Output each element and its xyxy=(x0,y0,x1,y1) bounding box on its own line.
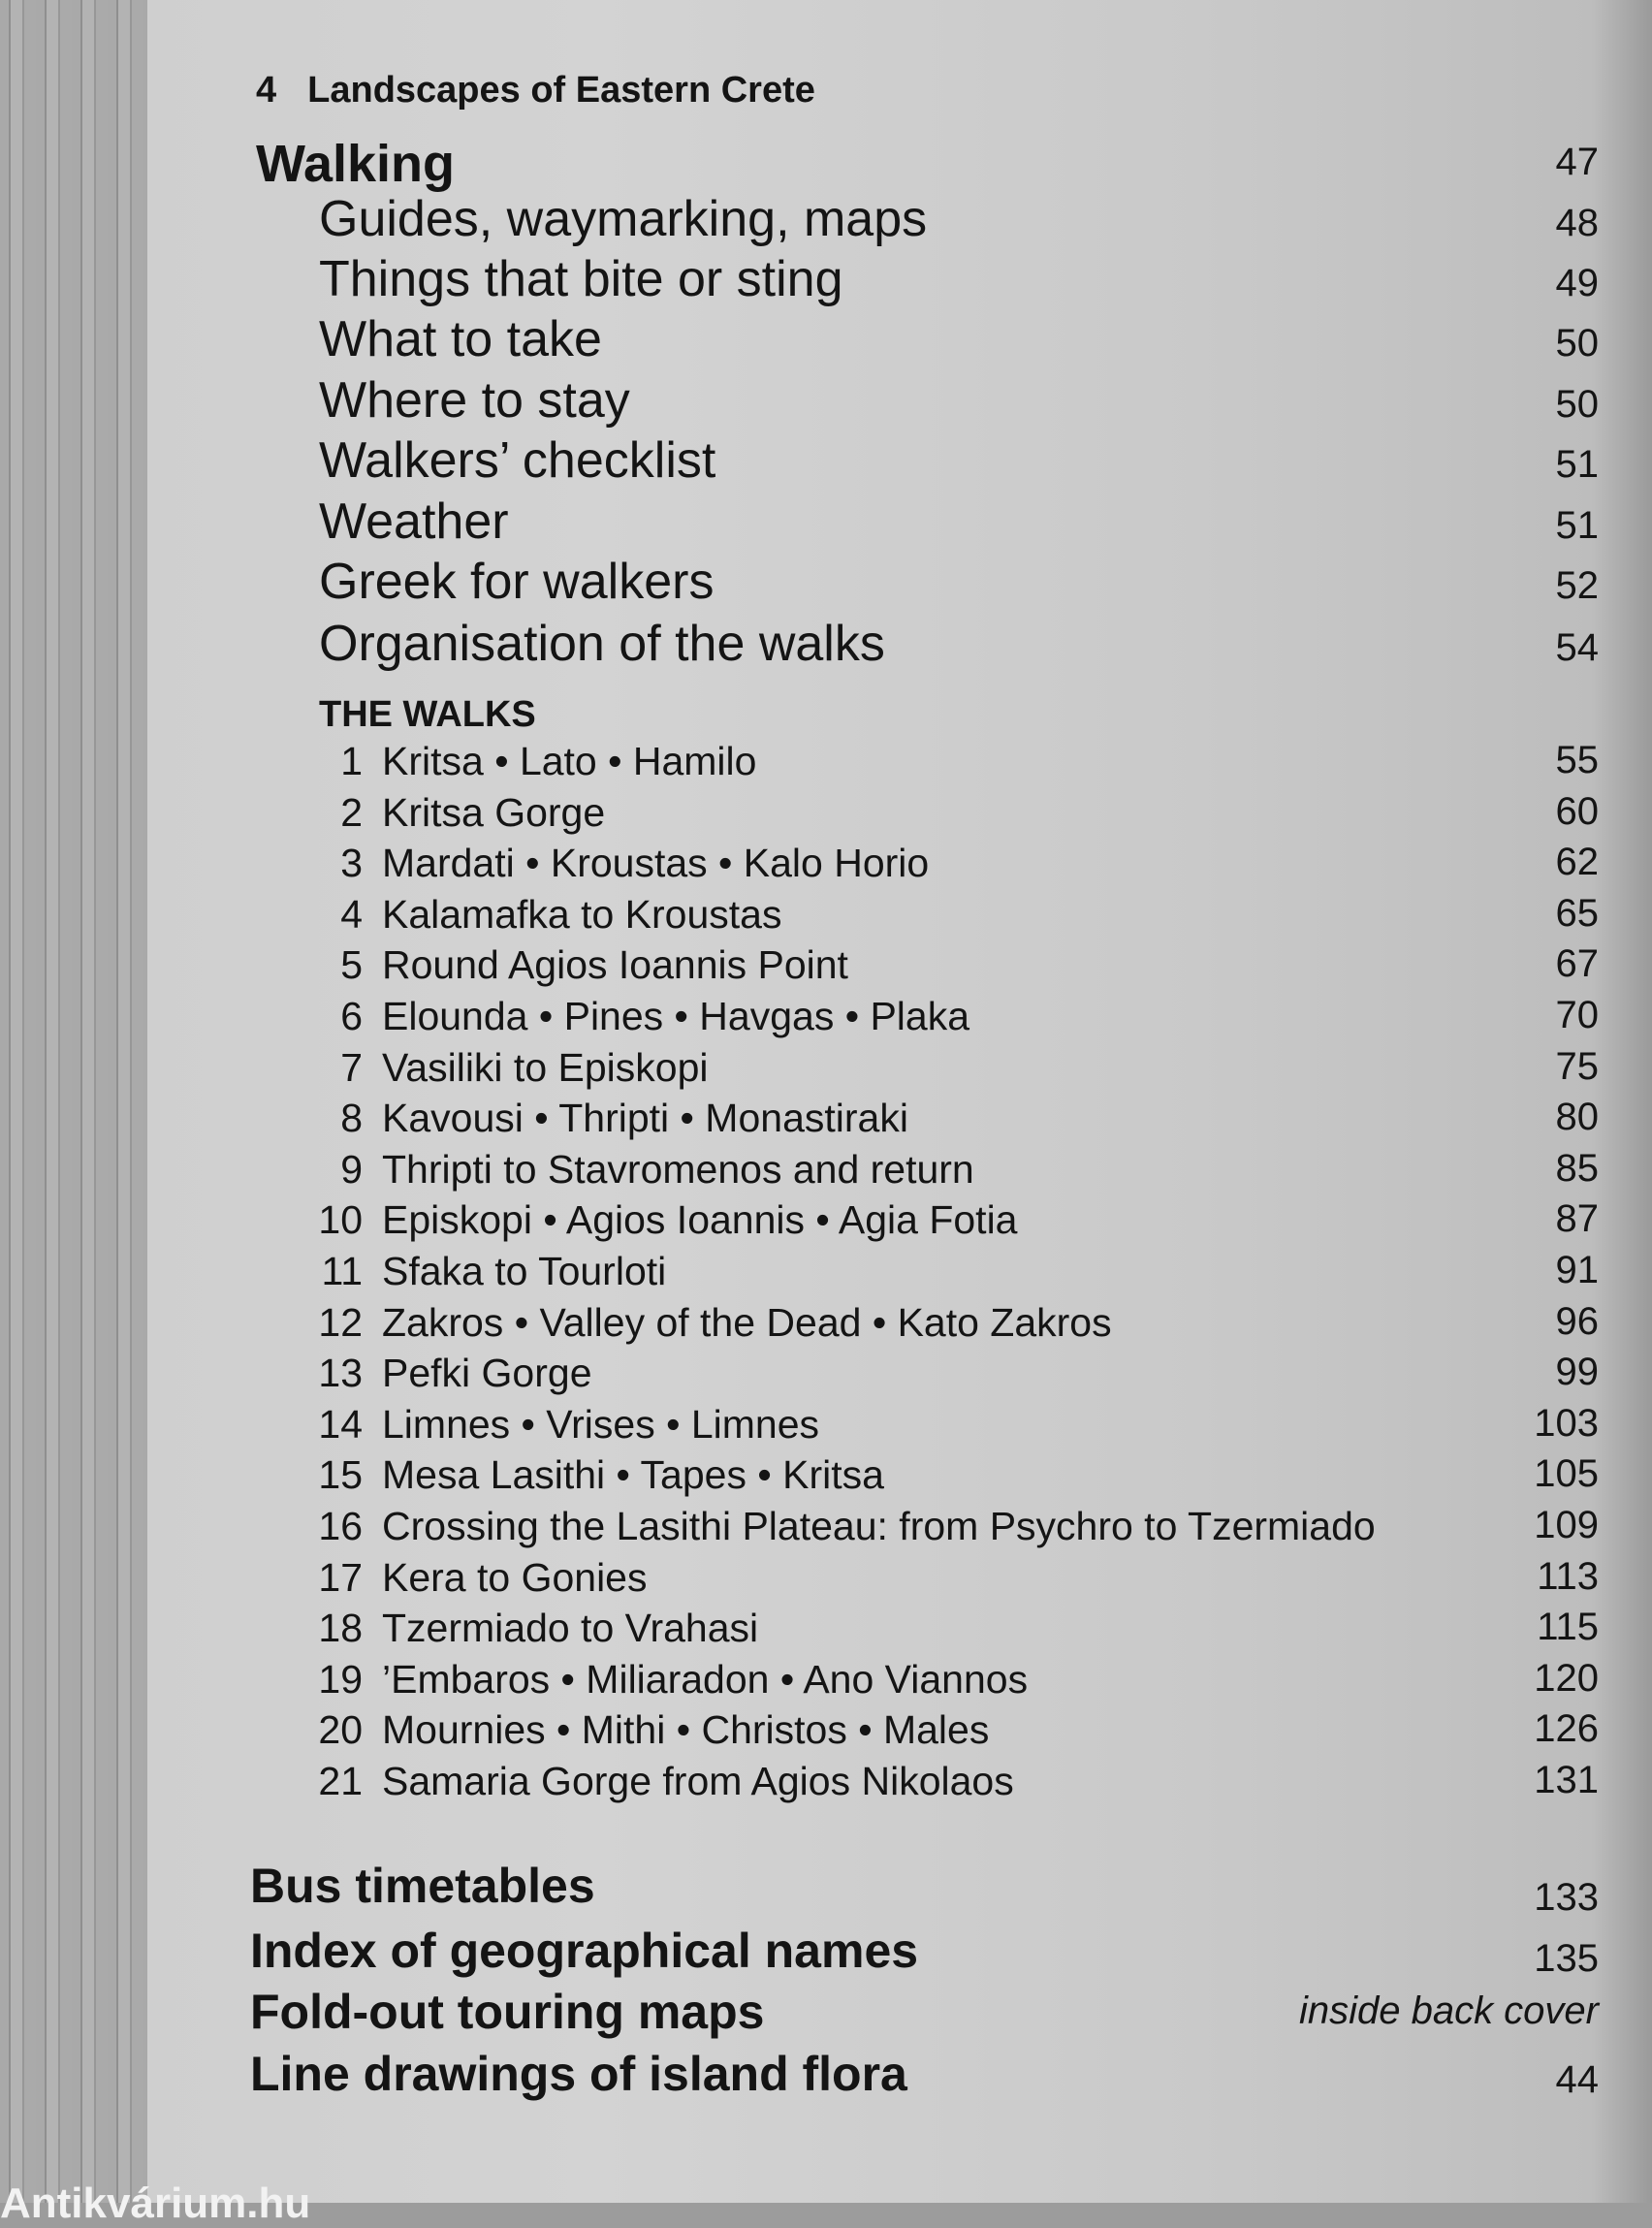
toc-page-number: 103 xyxy=(1534,1401,1599,1445)
toc-page-number: 80 xyxy=(1555,1096,1599,1139)
toc-page-number: 65 xyxy=(1555,891,1599,935)
walk-number: 8 xyxy=(340,1096,363,1141)
walk-title: Episkopi • Agios Ioannis • Agia Fotia xyxy=(382,1197,1018,1243)
toc-page-number: 85 xyxy=(1555,1146,1599,1190)
toc-page-number: 91 xyxy=(1555,1249,1599,1291)
walk-title: Kalamafka to Kroustas xyxy=(382,891,782,937)
toc-page-number: 109 xyxy=(1534,1504,1599,1546)
walk-number: 4 xyxy=(340,891,363,937)
walk-title: Mardati • Kroustas • Kalo Horio xyxy=(382,841,930,886)
toc-page-number: 51 xyxy=(1555,443,1599,486)
toc-back-entry: Index of geographical names xyxy=(250,1924,919,1978)
toc-page-number: 62 xyxy=(1555,841,1599,884)
toc-entry-label: Things that bite or sting xyxy=(319,251,843,307)
toc-back-entry: Bus timetables xyxy=(250,1859,595,1913)
walk-number: 19 xyxy=(318,1656,363,1702)
toc-page-number: 49 xyxy=(1555,262,1599,304)
toc-page-number: 50 xyxy=(1555,383,1599,426)
walk-title: Round Agios Ioannis Point xyxy=(382,942,848,988)
walk-title: Vasiliki to Episkopi xyxy=(382,1044,709,1090)
toc-page-number: inside back cover xyxy=(1298,1989,1599,2032)
walk-number: 6 xyxy=(340,994,363,1038)
walk-number: 1 xyxy=(340,739,363,783)
walk-number: 17 xyxy=(318,1554,363,1600)
walk-title: Pefki Gorge xyxy=(382,1351,592,1396)
walk-number: 9 xyxy=(340,1146,363,1192)
section-heading-walking: Walking xyxy=(256,135,456,193)
running-header xyxy=(256,70,815,111)
toc-page-number: 99 xyxy=(1555,1351,1599,1394)
toc-page-number: 75 xyxy=(1555,1044,1599,1088)
toc-page-number: 115 xyxy=(1537,1606,1599,1649)
toc-page-number: 48 xyxy=(1555,202,1599,244)
toc-page-number: 131 xyxy=(1534,1759,1599,1801)
walk-title: Kavousi • Thripti • Monastiraki xyxy=(382,1096,908,1141)
walk-title: ’Embaros • Miliaradon • Ano Viannos xyxy=(382,1656,1029,1702)
toc-back-entry: Fold-out touring maps xyxy=(250,1985,765,2039)
watermark: Antikvárium.hu xyxy=(0,2180,311,2227)
toc-page-number: 135 xyxy=(1534,1937,1599,1980)
walk-title: Mournies • Mithi • Christos • Males xyxy=(382,1707,990,1753)
walk-title: Zakros • Valley of the Dead • Kato Zakros xyxy=(382,1299,1112,1345)
toc-entry-label: Greek for walkers xyxy=(319,554,715,610)
toc-entry-label: What to take xyxy=(319,311,602,367)
toc-entry-label: Weather xyxy=(319,493,509,550)
toc-page-number: 50 xyxy=(1555,322,1599,365)
toc-page-number: 120 xyxy=(1534,1656,1599,1700)
walk-number: 5 xyxy=(340,942,363,988)
toc-page-number: 55 xyxy=(1555,739,1599,781)
toc-page-number: 44 xyxy=(1555,2058,1599,2101)
walks-heading: THE WALKS xyxy=(319,694,536,735)
book-spine-background xyxy=(0,0,147,2203)
walk-title: Limnes • Vrises • Limnes xyxy=(382,1401,819,1447)
toc-page-number: 47 xyxy=(1555,141,1599,183)
walk-title: Kritsa Gorge xyxy=(382,789,606,835)
walk-number: 10 xyxy=(318,1197,363,1243)
toc-page-number: 126 xyxy=(1534,1707,1599,1751)
toc-page-number: 52 xyxy=(1555,564,1599,607)
toc-page-number: 60 xyxy=(1555,789,1599,833)
walk-title: Crossing the Lasithi Plateau: from Psychro to Tzermiado xyxy=(382,1504,1376,1548)
toc-page-number: 105 xyxy=(1534,1452,1599,1496)
walk-number: 14 xyxy=(318,1401,363,1447)
walk-title: Tzermiado to Vrahasi xyxy=(382,1606,759,1651)
toc-page-number: 67 xyxy=(1555,942,1599,986)
walk-title: Sfaka to Tourloti xyxy=(382,1249,667,1293)
toc-entry-label: Where to stay xyxy=(319,372,630,429)
walk-title: Mesa Lasithi • Tapes • Kritsa xyxy=(382,1452,884,1498)
toc-entry-label: Walkers’ checklist xyxy=(319,432,716,489)
toc-entry-label: Guides, waymarking, maps xyxy=(319,191,928,247)
walk-number: 13 xyxy=(318,1351,363,1396)
toc-page-number: 133 xyxy=(1534,1876,1599,1919)
toc-entry-label: Organisation of the walks xyxy=(319,616,885,672)
page-number: 4 xyxy=(256,70,277,111)
toc-page-number: 54 xyxy=(1555,626,1599,669)
toc-back-entry: Line drawings of island flora xyxy=(250,2047,907,2101)
walk-title: Elounda • Pines • Havgas • Plaka xyxy=(382,994,970,1038)
walk-number: 2 xyxy=(340,789,363,835)
toc-page-number: 113 xyxy=(1537,1554,1599,1598)
walk-title: Kera to Gonies xyxy=(382,1554,648,1600)
walk-number: 20 xyxy=(318,1707,363,1753)
toc-page-number: 96 xyxy=(1555,1299,1599,1343)
walk-number: 16 xyxy=(318,1504,363,1548)
walk-number: 3 xyxy=(340,841,363,886)
walk-title: Kritsa • Lato • Hamilo xyxy=(382,739,757,783)
walk-number: 21 xyxy=(318,1759,363,1803)
book-title: Landscapes of Eastern Crete xyxy=(307,70,815,111)
walk-title: Samaria Gorge from Agios Nikolaos xyxy=(382,1759,1014,1803)
walk-number: 11 xyxy=(321,1249,363,1293)
walk-number: 12 xyxy=(318,1299,363,1345)
toc-page-number: 51 xyxy=(1555,504,1599,547)
walk-title: Thripti to Stavromenos and return xyxy=(382,1146,974,1192)
toc-page-number: 87 xyxy=(1555,1197,1599,1241)
walk-number: 7 xyxy=(340,1044,363,1090)
walk-number: 15 xyxy=(318,1452,363,1498)
toc-page-number: 70 xyxy=(1555,994,1599,1036)
walk-number: 18 xyxy=(318,1606,363,1651)
